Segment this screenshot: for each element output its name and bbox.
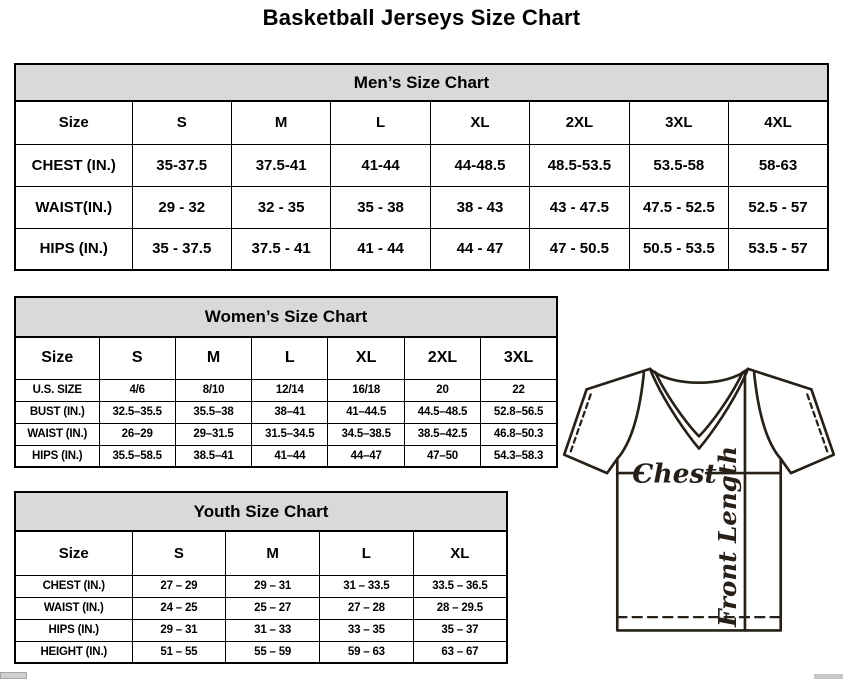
size-range-cell: 35 - 38	[331, 186, 430, 228]
size-range-cell: 33 – 35	[320, 619, 414, 641]
size-range-cell: 48.5-53.5	[530, 144, 629, 186]
size-range-cell: 38 - 43	[430, 186, 529, 228]
row-label: CHEST (IN.)	[15, 144, 132, 186]
size-range-cell: 28 – 29.5	[413, 597, 507, 619]
table-row	[15, 641, 507, 663]
size-range-cell: 38.5–41	[175, 445, 251, 467]
page-title: Basketball Jerseys Size Chart	[262, 5, 581, 30]
size-range-cell: 37.5-41	[231, 144, 330, 186]
table-row	[15, 144, 828, 186]
size-range-cell: 27 – 29	[132, 575, 226, 597]
size-column-header: S	[132, 531, 226, 575]
size-range-cell: 33.5 – 36.5	[413, 575, 507, 597]
table-row	[15, 575, 507, 597]
table-row	[15, 619, 507, 641]
size-range-cell: 4/6	[99, 379, 175, 401]
size-range-cell: 50.5 - 53.5	[629, 228, 728, 270]
mens-size-chart	[14, 63, 829, 271]
size-range-cell: 35.5–58.5	[99, 445, 175, 467]
table-row	[15, 597, 507, 619]
womens-chart-title: Women’s Size Chart	[14, 296, 558, 338]
table-row	[15, 445, 557, 467]
mens-size-table	[14, 100, 829, 271]
size-range-cell: 47 - 50.5	[530, 228, 629, 270]
front-length-measure-label: Front Length	[712, 446, 742, 627]
size-range-cell: 53.5-58	[629, 144, 728, 186]
size-range-cell: 37.5 - 41	[231, 228, 330, 270]
jersey-outline-icon	[556, 362, 842, 670]
header-row	[15, 101, 828, 144]
size-range-cell: 24 – 25	[132, 597, 226, 619]
size-range-cell: 44–47	[328, 445, 404, 467]
size-range-cell: 51 – 55	[132, 641, 226, 663]
size-range-cell: 63 – 67	[413, 641, 507, 663]
size-range-cell: 44-48.5	[430, 144, 529, 186]
row-label: HIPS (IN.)	[15, 228, 132, 270]
size-range-cell: 59 – 63	[320, 641, 414, 663]
size-corner-header: Size	[15, 531, 132, 575]
size-column-header: M	[175, 337, 251, 379]
size-range-cell: 58-63	[729, 144, 828, 186]
size-range-cell: 52.5 - 57	[729, 186, 828, 228]
row-label: CHEST (IN.)	[15, 575, 132, 597]
size-range-cell: 34.5–38.5	[328, 423, 404, 445]
size-range-cell: 43 - 47.5	[530, 186, 629, 228]
horizontal-scrollbar-fragment[interactable]	[0, 672, 27, 679]
size-corner-header: Size	[15, 337, 99, 379]
row-label: U.S. SIZE	[15, 379, 99, 401]
table-row	[15, 379, 557, 401]
size-column-header: XL	[430, 101, 529, 144]
size-range-cell: 47–50	[404, 445, 480, 467]
size-range-cell: 31.5–34.5	[252, 423, 328, 445]
table-row	[15, 401, 557, 423]
row-label: HIPS (IN.)	[15, 619, 132, 641]
row-label: HIPS (IN.)	[15, 445, 99, 467]
size-range-cell: 35 - 37.5	[132, 228, 231, 270]
size-column-header: S	[99, 337, 175, 379]
size-range-cell: 31 – 33	[226, 619, 320, 641]
size-range-cell: 44.5–48.5	[404, 401, 480, 423]
size-range-cell: 16/18	[328, 379, 404, 401]
header-row	[15, 337, 557, 379]
size-range-cell: 41 - 44	[331, 228, 430, 270]
size-range-cell: 38.5–42.5	[404, 423, 480, 445]
size-column-header: XL	[413, 531, 507, 575]
size-range-cell: 35-37.5	[132, 144, 231, 186]
size-range-cell: 32.5–35.5	[99, 401, 175, 423]
size-range-cell: 29 – 31	[226, 575, 320, 597]
size-corner-header: Size	[15, 101, 132, 144]
size-range-cell: 22	[481, 379, 557, 401]
size-range-cell: 25 – 27	[226, 597, 320, 619]
size-range-cell: 20	[404, 379, 480, 401]
size-column-header: S	[132, 101, 231, 144]
size-column-header: 3XL	[481, 337, 557, 379]
size-range-cell: 47.5 - 52.5	[629, 186, 728, 228]
size-column-header: M	[231, 101, 330, 144]
youth-size-chart	[14, 491, 508, 664]
size-column-header: L	[331, 101, 430, 144]
row-label: WAIST (IN.)	[15, 423, 99, 445]
size-range-cell: 27 – 28	[320, 597, 414, 619]
mens-chart-title: Men’s Size Chart	[14, 63, 829, 102]
size-range-cell: 12/14	[252, 379, 328, 401]
row-label: WAIST(IN.)	[15, 186, 132, 228]
jersey-measurement-diagram	[556, 362, 842, 670]
size-range-cell: 29 - 32	[132, 186, 231, 228]
size-column-header: L	[252, 337, 328, 379]
size-range-cell: 29–31.5	[175, 423, 251, 445]
chest-measure-label: Chest	[632, 458, 717, 490]
size-column-header: 4XL	[729, 101, 828, 144]
row-label: BUST (IN.)	[15, 401, 99, 423]
size-column-header: 2XL	[530, 101, 629, 144]
womens-size-table	[14, 336, 558, 468]
size-range-cell: 35.5–38	[175, 401, 251, 423]
size-range-cell: 31 – 33.5	[320, 575, 414, 597]
size-range-cell: 26–29	[99, 423, 175, 445]
youth-size-table	[14, 530, 508, 664]
size-range-cell: 52.8–56.5	[481, 401, 557, 423]
size-range-cell: 35 – 37	[413, 619, 507, 641]
size-range-cell: 41–44.5	[328, 401, 404, 423]
size-range-cell: 46.8–50.3	[481, 423, 557, 445]
youth-chart-title: Youth Size Chart	[14, 491, 508, 532]
womens-size-chart	[14, 296, 558, 468]
size-column-header: XL	[328, 337, 404, 379]
size-range-cell: 54.3–58.3	[481, 445, 557, 467]
row-label: WAIST (IN.)	[15, 597, 132, 619]
size-column-header: L	[320, 531, 414, 575]
table-row	[15, 228, 828, 270]
size-range-cell: 41-44	[331, 144, 430, 186]
size-range-cell: 29 – 31	[132, 619, 226, 641]
header-row	[15, 531, 507, 575]
horizontal-scrollbar-fragment[interactable]	[814, 674, 843, 679]
size-column-header: 3XL	[629, 101, 728, 144]
row-label: HEIGHT (IN.)	[15, 641, 132, 663]
size-range-cell: 53.5 - 57	[729, 228, 828, 270]
size-column-header: M	[226, 531, 320, 575]
table-row	[15, 423, 557, 445]
size-range-cell: 41–44	[252, 445, 328, 467]
size-range-cell: 55 – 59	[226, 641, 320, 663]
size-range-cell: 8/10	[175, 379, 251, 401]
size-range-cell: 32 - 35	[231, 186, 330, 228]
size-column-header: 2XL	[404, 337, 480, 379]
table-row	[15, 186, 828, 228]
size-range-cell: 38–41	[252, 401, 328, 423]
size-range-cell: 44 - 47	[430, 228, 529, 270]
